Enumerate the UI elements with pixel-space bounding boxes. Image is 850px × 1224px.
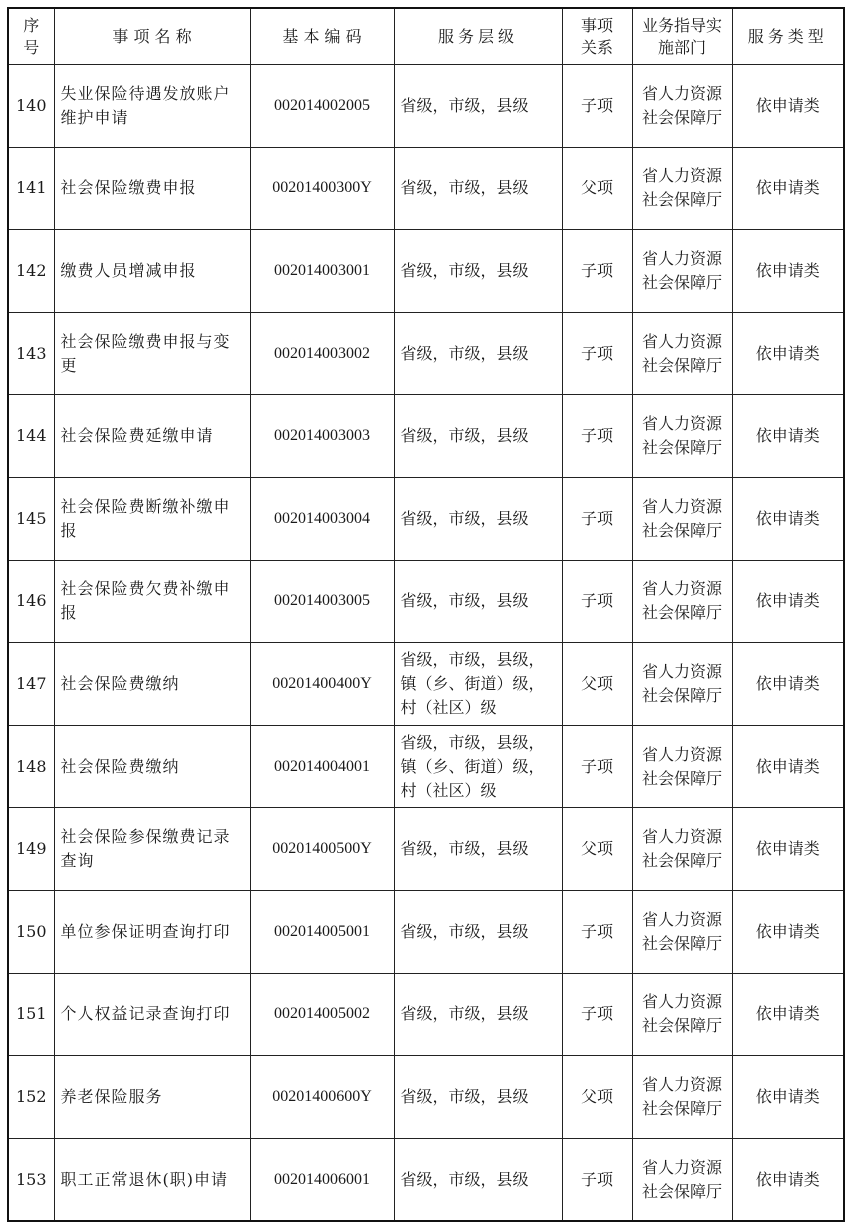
table-header-row bbox=[8, 8, 844, 65]
cell-basic-code: 002014003003 bbox=[250, 395, 394, 478]
cell-service-level: 省级，市级，县级 bbox=[394, 147, 562, 230]
cell-no: 144 bbox=[8, 395, 54, 478]
cell-basic-code: 002014006001 bbox=[250, 1138, 394, 1221]
cell-no: 148 bbox=[8, 725, 54, 808]
table-row bbox=[8, 725, 844, 808]
cell-item-relation: 子项 bbox=[562, 312, 632, 395]
cell-item-name: 社会保险费断缴补缴申报 bbox=[54, 477, 250, 560]
cell-service-type: 依申请类 bbox=[732, 808, 844, 891]
table-row bbox=[8, 643, 844, 726]
cell-basic-code: 00201400400Y bbox=[250, 643, 394, 726]
cell-service-type: 依申请类 bbox=[732, 395, 844, 478]
cell-item-name: 缴费人员增减申报 bbox=[54, 230, 250, 313]
cell-department: 省人力资源社会保障厅 bbox=[632, 477, 732, 560]
table-row bbox=[8, 808, 844, 891]
cell-basic-code: 002014003005 bbox=[250, 560, 394, 643]
cell-basic-code: 00201400300Y bbox=[250, 147, 394, 230]
cell-item-relation: 子项 bbox=[562, 973, 632, 1056]
cell-department: 省人力资源社会保障厅 bbox=[632, 808, 732, 891]
table-row bbox=[8, 973, 844, 1056]
cell-department: 省人力资源社会保障厅 bbox=[632, 973, 732, 1056]
cell-no: 143 bbox=[8, 312, 54, 395]
cell-service-level: 省级，市级，县级 bbox=[394, 1056, 562, 1139]
cell-service-level: 省级，市级，县级 bbox=[394, 973, 562, 1056]
cell-basic-code: 002014004001 bbox=[250, 725, 394, 808]
table-row bbox=[8, 147, 844, 230]
cell-service-level: 省级，市级，县级 bbox=[394, 1138, 562, 1221]
header-dept: 业务指导实施部门 bbox=[632, 8, 732, 65]
cell-department: 省人力资源社会保障厅 bbox=[632, 147, 732, 230]
cell-service-level: 省级，市级，县级 bbox=[394, 230, 562, 313]
cell-item-name: 个人权益记录查询打印 bbox=[54, 973, 250, 1056]
cell-item-relation: 父项 bbox=[562, 808, 632, 891]
cell-basic-code: 00201400600Y bbox=[250, 1056, 394, 1139]
document-page bbox=[7, 7, 843, 1222]
cell-service-level: 省级，市级，县级 bbox=[394, 560, 562, 643]
cell-item-relation: 子项 bbox=[562, 65, 632, 148]
cell-service-type: 依申请类 bbox=[732, 477, 844, 560]
table-row bbox=[8, 1138, 844, 1221]
table-body bbox=[8, 65, 844, 1222]
table-row bbox=[8, 230, 844, 313]
cell-department: 省人力资源社会保障厅 bbox=[632, 1056, 732, 1139]
cell-no: 149 bbox=[8, 808, 54, 891]
cell-service-level: 省级，市级，县级 bbox=[394, 808, 562, 891]
table-row bbox=[8, 890, 844, 973]
cell-item-relation: 父项 bbox=[562, 147, 632, 230]
cell-item-relation: 父项 bbox=[562, 1056, 632, 1139]
cell-service-type: 依申请类 bbox=[732, 147, 844, 230]
header-type: 服务类型 bbox=[732, 8, 844, 65]
cell-service-level: 省级，市级，县级 bbox=[394, 890, 562, 973]
cell-service-type: 依申请类 bbox=[732, 973, 844, 1056]
table-row bbox=[8, 477, 844, 560]
cell-item-name: 社会保险缴费申报与变更 bbox=[54, 312, 250, 395]
cell-basic-code: 002014003001 bbox=[250, 230, 394, 313]
table-row bbox=[8, 395, 844, 478]
cell-basic-code: 002014003004 bbox=[250, 477, 394, 560]
cell-item-name: 社会保险费延缴申请 bbox=[54, 395, 250, 478]
cell-no: 151 bbox=[8, 973, 54, 1056]
cell-department: 省人力资源社会保障厅 bbox=[632, 643, 732, 726]
cell-no: 142 bbox=[8, 230, 54, 313]
cell-service-type: 依申请类 bbox=[732, 890, 844, 973]
header-relation: 事项关系 bbox=[562, 8, 632, 65]
cell-no: 152 bbox=[8, 1056, 54, 1139]
cell-service-type: 依申请类 bbox=[732, 725, 844, 808]
table-row bbox=[8, 560, 844, 643]
cell-item-name: 社会保险参保缴费记录查询 bbox=[54, 808, 250, 891]
cell-service-level: 省级，市级，县级，镇（乡、街道）级，村（社区）级 bbox=[394, 725, 562, 808]
cell-item-name: 养老保险服务 bbox=[54, 1056, 250, 1139]
cell-no: 145 bbox=[8, 477, 54, 560]
cell-service-type: 依申请类 bbox=[732, 1056, 844, 1139]
table-row bbox=[8, 1056, 844, 1139]
cell-no: 146 bbox=[8, 560, 54, 643]
cell-item-relation: 子项 bbox=[562, 890, 632, 973]
cell-item-relation: 子项 bbox=[562, 1138, 632, 1221]
cell-department: 省人力资源社会保障厅 bbox=[632, 890, 732, 973]
header-level: 服务层级 bbox=[394, 8, 562, 65]
cell-service-level: 省级，市级，县级 bbox=[394, 477, 562, 560]
cell-no: 141 bbox=[8, 147, 54, 230]
cell-service-level: 省级，市级，县级，镇（乡、街道）级，村（社区）级 bbox=[394, 643, 562, 726]
cell-basic-code: 002014003002 bbox=[250, 312, 394, 395]
cell-no: 150 bbox=[8, 890, 54, 973]
cell-service-type: 依申请类 bbox=[732, 65, 844, 148]
cell-item-relation: 子项 bbox=[562, 395, 632, 478]
cell-item-relation: 子项 bbox=[562, 477, 632, 560]
cell-service-level: 省级，市级，县级 bbox=[394, 65, 562, 148]
cell-no: 140 bbox=[8, 65, 54, 148]
cell-no: 147 bbox=[8, 643, 54, 726]
header-name: 事 项 名 称 bbox=[54, 8, 250, 65]
service-items-table bbox=[7, 7, 845, 1222]
cell-service-type: 依申请类 bbox=[732, 1138, 844, 1221]
cell-department: 省人力资源社会保障厅 bbox=[632, 312, 732, 395]
header-no: 序号 bbox=[8, 8, 54, 65]
cell-item-name: 社会保险费缴纳 bbox=[54, 643, 250, 726]
cell-department: 省人力资源社会保障厅 bbox=[632, 725, 732, 808]
cell-basic-code: 00201400500Y bbox=[250, 808, 394, 891]
cell-basic-code: 002014005002 bbox=[250, 973, 394, 1056]
cell-service-level: 省级，市级，县级 bbox=[394, 395, 562, 478]
cell-basic-code: 002014005001 bbox=[250, 890, 394, 973]
cell-service-type: 依申请类 bbox=[732, 560, 844, 643]
cell-item-name: 社会保险费欠费补缴申报 bbox=[54, 560, 250, 643]
cell-department: 省人力资源社会保障厅 bbox=[632, 395, 732, 478]
cell-item-name: 社会保险缴费申报 bbox=[54, 147, 250, 230]
cell-basic-code: 002014002005 bbox=[250, 65, 394, 148]
cell-no: 153 bbox=[8, 1138, 54, 1221]
cell-department: 省人力资源社会保障厅 bbox=[632, 560, 732, 643]
cell-item-relation: 子项 bbox=[562, 725, 632, 808]
cell-department: 省人力资源社会保障厅 bbox=[632, 65, 732, 148]
cell-department: 省人力资源社会保障厅 bbox=[632, 1138, 732, 1221]
table-row bbox=[8, 65, 844, 148]
cell-item-relation: 子项 bbox=[562, 230, 632, 313]
cell-item-name: 失业保险待遇发放账户维护申请 bbox=[54, 65, 250, 148]
cell-department: 省人力资源社会保障厅 bbox=[632, 230, 732, 313]
cell-item-name: 职工正常退休(职)申请 bbox=[54, 1138, 250, 1221]
table-row bbox=[8, 312, 844, 395]
cell-item-relation: 父项 bbox=[562, 643, 632, 726]
cell-service-type: 依申请类 bbox=[732, 312, 844, 395]
cell-service-type: 依申请类 bbox=[732, 643, 844, 726]
cell-item-name: 社会保险费缴纳 bbox=[54, 725, 250, 808]
header-code: 基 本 编 码 bbox=[250, 8, 394, 65]
cell-service-type: 依申请类 bbox=[732, 230, 844, 313]
cell-service-level: 省级，市级，县级 bbox=[394, 312, 562, 395]
cell-item-name: 单位参保证明查询打印 bbox=[54, 890, 250, 973]
cell-item-relation: 子项 bbox=[562, 560, 632, 643]
